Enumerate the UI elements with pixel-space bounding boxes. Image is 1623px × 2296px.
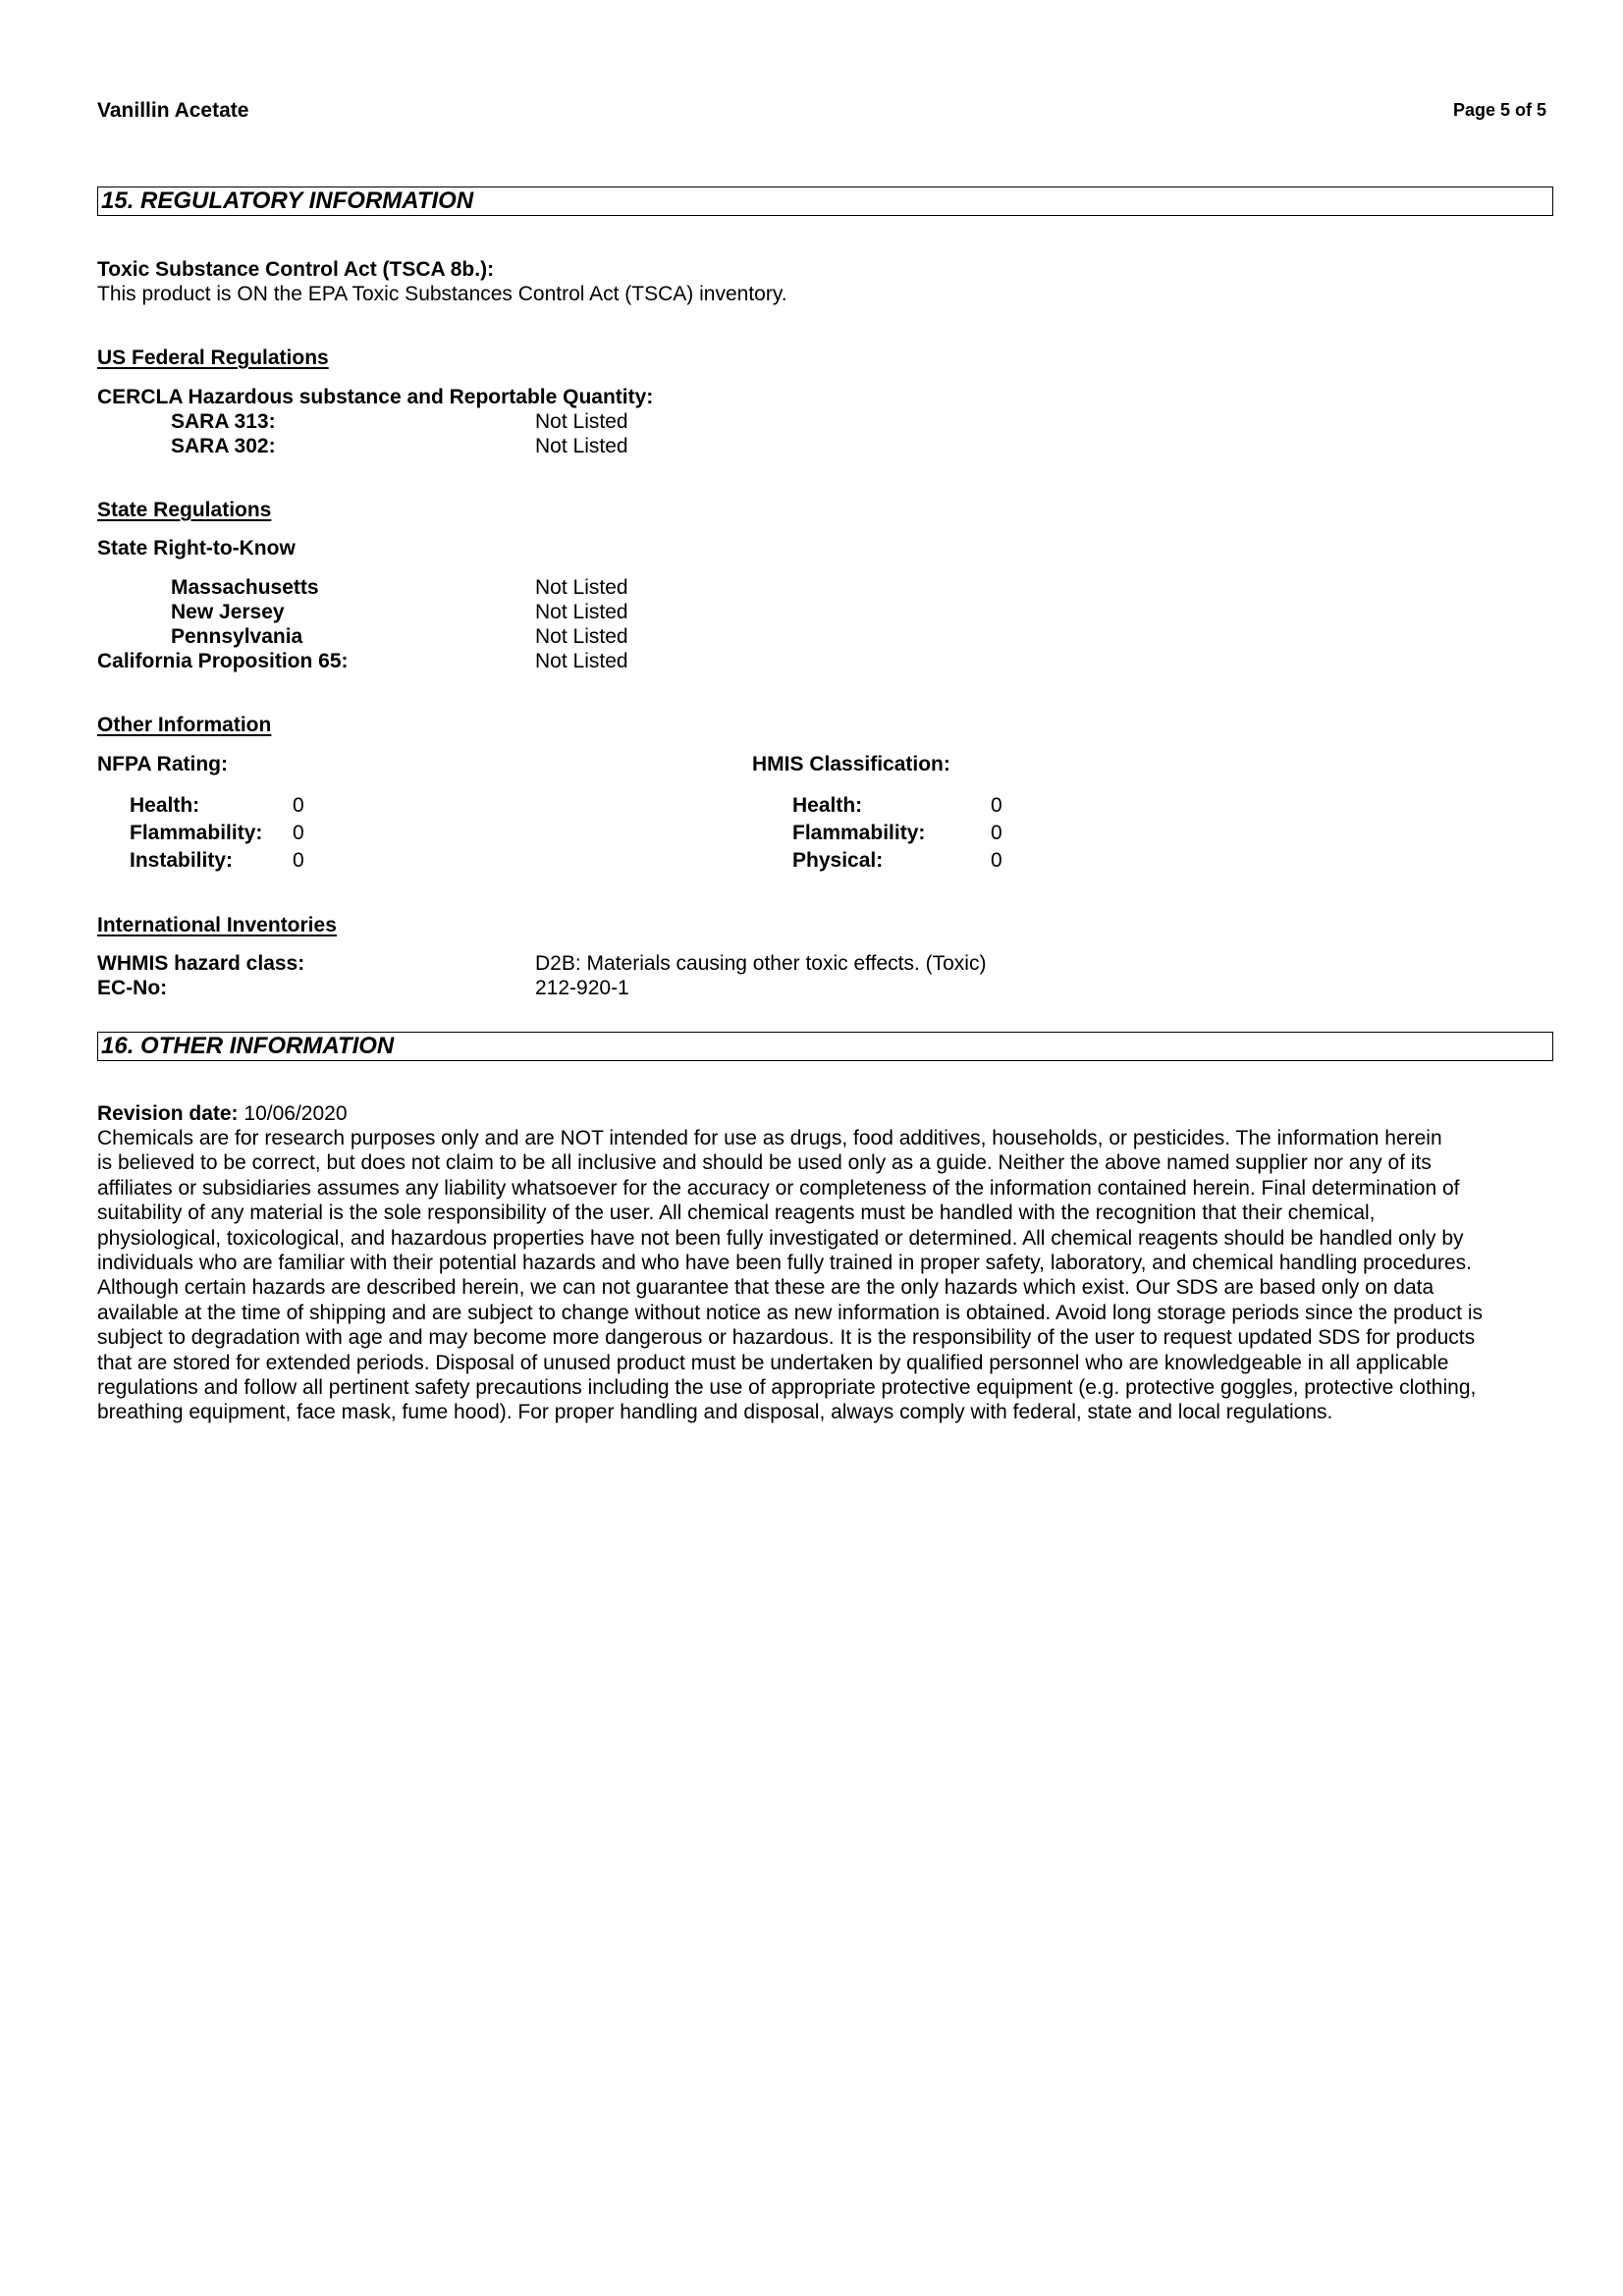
disclaimer-line: that are stored for extended periods. Disposal of unused product must be undertaken by qualified personnel who are knowledgeable in all applicable [97, 1351, 1449, 1374]
sara-302-value: Not Listed [535, 435, 628, 457]
ec-no-label: EC-No: [97, 977, 168, 999]
us-federal-heading: US Federal Regulations [97, 347, 329, 369]
massachusetts-value: Not Listed [535, 576, 628, 599]
ec-no-value: 212-920-1 [535, 977, 629, 999]
other-information-heading: Other Information [97, 714, 272, 736]
hmis-flammability-value: 0 [991, 822, 1002, 844]
disclaimer-line: individuals who are familiar with their potential hazards and who have been fully trained in proper safety, laboratory, and chemical handling procedures. [97, 1252, 1473, 1275]
massachusetts-label: Massachusetts [171, 576, 319, 599]
disclaimer-line: regulations and follow all pertinent safety precautions including the use of appropriate protective equipment (e.g. protective goggles, protective clothing, [97, 1376, 1477, 1400]
cercla-label: CERCLA Hazardous substance and Reportable Quantity: [97, 386, 654, 408]
nfpa-health-value: 0 [293, 794, 304, 817]
page-number: Page 5 of 5 [1453, 100, 1547, 120]
revision-date [97, 1101, 348, 1126]
hmis-flammability-label: Flammability: [792, 822, 926, 844]
nfpa-title: NFPA Rating: [97, 753, 228, 775]
disclaimer-line: subject to degradation with age and may become more dangerous or hazardous. It is the responsibility of the user to request updated SDS for products [97, 1326, 1476, 1350]
whmis-value: D2B: Materials causing other toxic effects. (Toxic) [535, 952, 987, 975]
state-regulations-heading: State Regulations [97, 499, 272, 521]
disclaimer-paragraph [97, 1126, 1560, 1425]
disclaimer-line: is believed to be correct, but does not claim to be all inclusive and should be used only as a guide. Neither the above named supplier nor any of its [97, 1151, 1432, 1175]
new-jersey-value: Not Listed [535, 601, 628, 623]
nfpa-health-label: Health: [130, 794, 200, 817]
pennsylvania-value: Not Listed [535, 625, 628, 648]
disclaimer-line: Although certain hazards are described herein, we can not guarantee that these are the only hazards which exist. Our SDS are based only on data [97, 1276, 1434, 1300]
disclaimer-line: available at the time of shipping and are subject to change without notice as new information is obtained. Avoid long storage periods since the product is [97, 1301, 1483, 1324]
whmis-label: WHMIS hazard class: [97, 952, 305, 975]
tsca-label: Toxic Substance Control Act (TSCA 8b.): [97, 258, 495, 281]
nfpa-flammability-value: 0 [293, 822, 304, 844]
section-15-header: 15. REGULATORY INFORMATION [97, 187, 1553, 216]
prop65-label: California Proposition 65: [97, 650, 349, 672]
nfpa-instability-label: Instability: [130, 849, 234, 872]
disclaimer-line: Chemicals are for research purposes only and are NOT intended for use as drugs, food additives, households, or pesticides. The information herein [97, 1127, 1442, 1149]
disclaimer-line: breathing equipment, face mask, fume hood). For proper handling and disposal, always comply with federal, state and local regulations. [97, 1401, 1333, 1424]
new-jersey-label: New Jersey [171, 601, 285, 623]
revision-date-label: Revision date: [97, 1102, 239, 1125]
disclaimer-line: suitability of any material is the sole responsibility of the user. All chemical reagents must be handled with the recognition that their chemical, [97, 1201, 1376, 1225]
revision-date-value: 10/06/2020 [243, 1102, 348, 1125]
sara-313-label: SARA 313: [171, 410, 276, 433]
hmis-title: HMIS Classification: [752, 753, 950, 775]
hmis-physical-value: 0 [991, 849, 1002, 872]
prop65-value: Not Listed [535, 650, 628, 672]
disclaimer-line: physiological, toxicological, and hazardous properties have not been fully investigated or determined. All chemical reagents should be handled only by [97, 1226, 1464, 1250]
product-name: Vanillin Acetate [97, 99, 249, 122]
pennsylvania-label: Pennsylvania [171, 625, 303, 648]
sara-302-label: SARA 302: [171, 435, 276, 457]
hmis-physical-label: Physical: [792, 849, 884, 872]
nfpa-flammability-label: Flammability: [130, 822, 263, 844]
hmis-health-value: 0 [991, 794, 1002, 817]
nfpa-instability-value: 0 [293, 849, 304, 872]
tsca-text: This product is ON the EPA Toxic Substances Control Act (TSCA) inventory. [97, 283, 787, 305]
disclaimer-line: affiliates or subsidiaries assumes any liability whatsoever for the accuracy or completeness of the information contained herein. Final determination of [97, 1176, 1460, 1200]
international-inventories-heading: International Inventories [97, 914, 337, 936]
state-rtk-label: State Right-to-Know [97, 537, 296, 560]
section-16-header: 16. OTHER INFORMATION [97, 1032, 1553, 1061]
sara-313-value: Not Listed [535, 410, 628, 433]
hmis-health-label: Health: [792, 794, 863, 817]
